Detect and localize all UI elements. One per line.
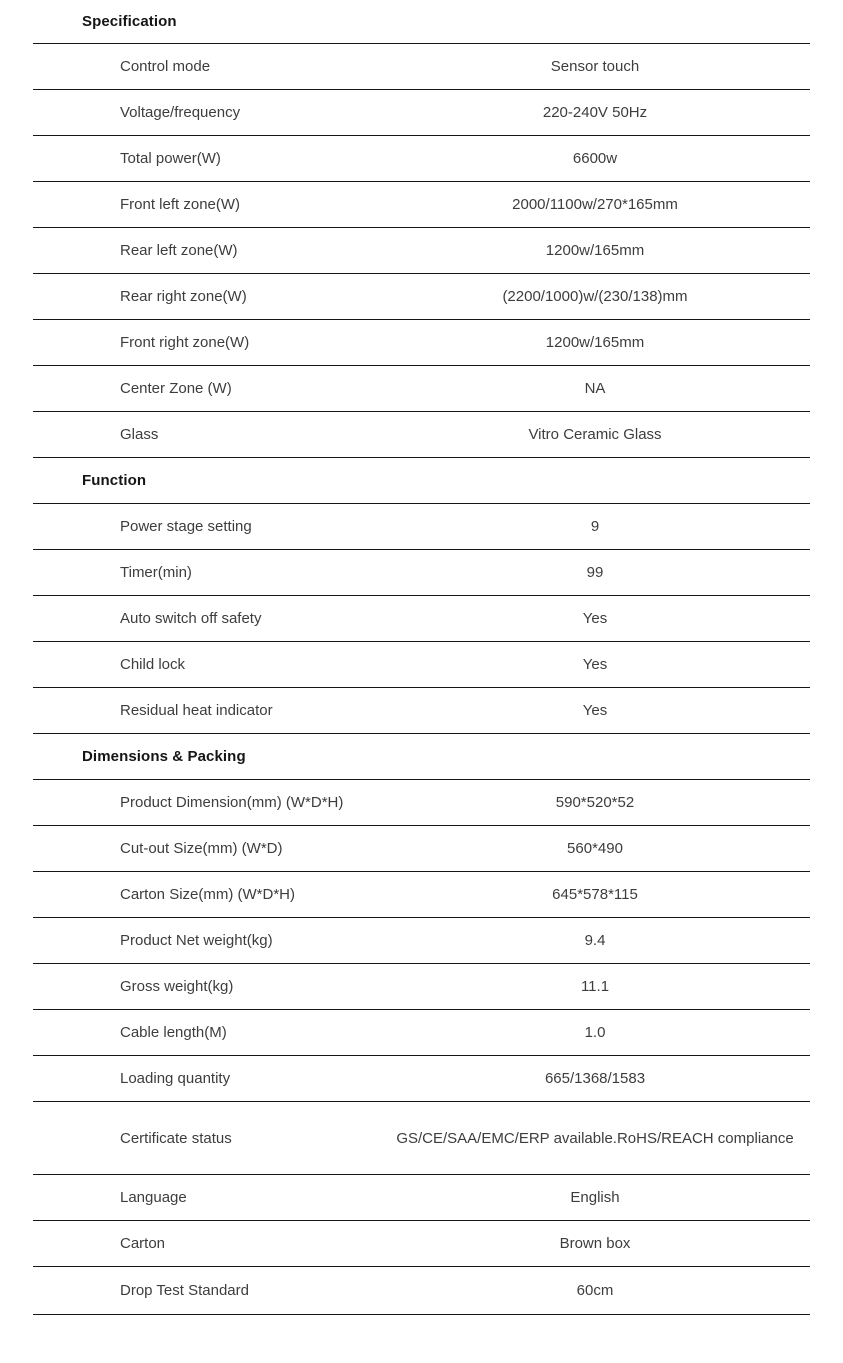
spec-row (33, 1175, 810, 1221)
spec-value: NA (584, 380, 606, 397)
spec-value: 9 (590, 518, 600, 535)
spec-label: Total power(W) (120, 150, 221, 167)
spec-label: Cut-out Size(mm) (W*D) (120, 840, 283, 857)
spec-row (33, 412, 810, 458)
spec-label: Language (120, 1189, 187, 1206)
spec-row (33, 596, 810, 642)
spec-value: 220-240V 50Hz (542, 104, 648, 121)
spec-row (33, 504, 810, 550)
spec-value: Yes (582, 702, 608, 719)
section-title: Dimensions & Packing (82, 748, 246, 765)
spec-label: Product Dimension(mm) (W*D*H) (120, 794, 344, 811)
spec-label: Front left zone(W) (120, 196, 241, 213)
spec-value: Vitro Ceramic Glass (528, 426, 662, 443)
spec-row (33, 872, 810, 918)
section-header (33, 458, 810, 504)
spec-value: 9.4 (584, 932, 606, 949)
spec-row (33, 366, 810, 412)
spec-value: 1200w/165mm (545, 242, 645, 259)
spec-value: Yes (582, 610, 608, 627)
spec-label: Control mode (120, 58, 211, 75)
spec-label: Voltage/frequency (120, 104, 241, 121)
section-header (33, 0, 810, 44)
spec-row (33, 550, 810, 596)
spec-label: Carton (120, 1235, 166, 1252)
spec-row (33, 320, 810, 366)
section-header (33, 734, 810, 780)
spec-value: 560*490 (567, 840, 623, 857)
spec-table (33, 0, 810, 1315)
spec-label: Cable length(M) (120, 1024, 227, 1041)
spec-row (33, 964, 810, 1010)
spec-label: Timer(min) (120, 564, 192, 581)
spec-value: 590*520*52 (555, 794, 635, 811)
spec-row (33, 918, 810, 964)
spec-label: Loading quantity (120, 1070, 231, 1087)
section-title: Function (82, 472, 147, 489)
spec-value: Yes (582, 656, 608, 673)
spec-value: Sensor touch (550, 58, 640, 75)
spec-label: Child lock (120, 656, 186, 673)
spec-value: 99 (586, 564, 604, 581)
spec-row (33, 228, 810, 274)
spec-value: 1200w/165mm (545, 334, 645, 351)
spec-label: Carton Size(mm) (W*D*H) (120, 886, 296, 903)
spec-row (33, 780, 810, 826)
spec-value: 11.1 (580, 978, 610, 995)
spec-value: 60cm (576, 1282, 614, 1299)
spec-row (33, 1267, 810, 1315)
section-title: Specification (82, 13, 177, 30)
spec-label: Drop Test Standard (120, 1282, 249, 1299)
spec-row (33, 136, 810, 182)
spec-label: Product Net weight(kg) (120, 932, 273, 949)
spec-label: Power stage setting (120, 518, 252, 535)
spec-row (33, 826, 810, 872)
spec-row (33, 1010, 810, 1056)
spec-value: 1.0 (584, 1024, 606, 1041)
spec-row (33, 1056, 810, 1102)
spec-label: Front right zone(W) (120, 334, 250, 351)
spec-row (33, 90, 810, 136)
spec-label: Center Zone (W) (120, 380, 232, 397)
spec-value: 645*578*115 (552, 886, 638, 903)
spec-value: GS/CE/SAA/EMC/ERP available.RoHS/REACH compliance (396, 1129, 794, 1147)
spec-label: Rear left zone(W) (120, 242, 238, 259)
spec-value: 2000/1100w/270*165mm (512, 196, 678, 213)
spec-label: Auto switch off safety (120, 610, 262, 627)
spec-value: 6600w (572, 150, 618, 167)
spec-label: Residual heat indicator (120, 702, 273, 719)
spec-row (33, 44, 810, 90)
spec-row (33, 274, 810, 320)
spec-row (33, 688, 810, 734)
spec-row (33, 182, 810, 228)
spec-label: Rear right zone(W) (120, 288, 247, 305)
spec-label: Gross weight(kg) (120, 978, 234, 995)
spec-value: English (570, 1189, 620, 1206)
spec-row (33, 1102, 810, 1175)
spec-row (33, 642, 810, 688)
spec-value: (2200/1000)w/(230/138)mm (502, 288, 688, 305)
spec-row (33, 1221, 810, 1267)
spec-value: Brown box (559, 1235, 631, 1252)
spec-label: Glass (120, 426, 159, 443)
spec-label: Certificate status (120, 1129, 232, 1147)
spec-value: 665/1368/1583 (544, 1070, 646, 1087)
